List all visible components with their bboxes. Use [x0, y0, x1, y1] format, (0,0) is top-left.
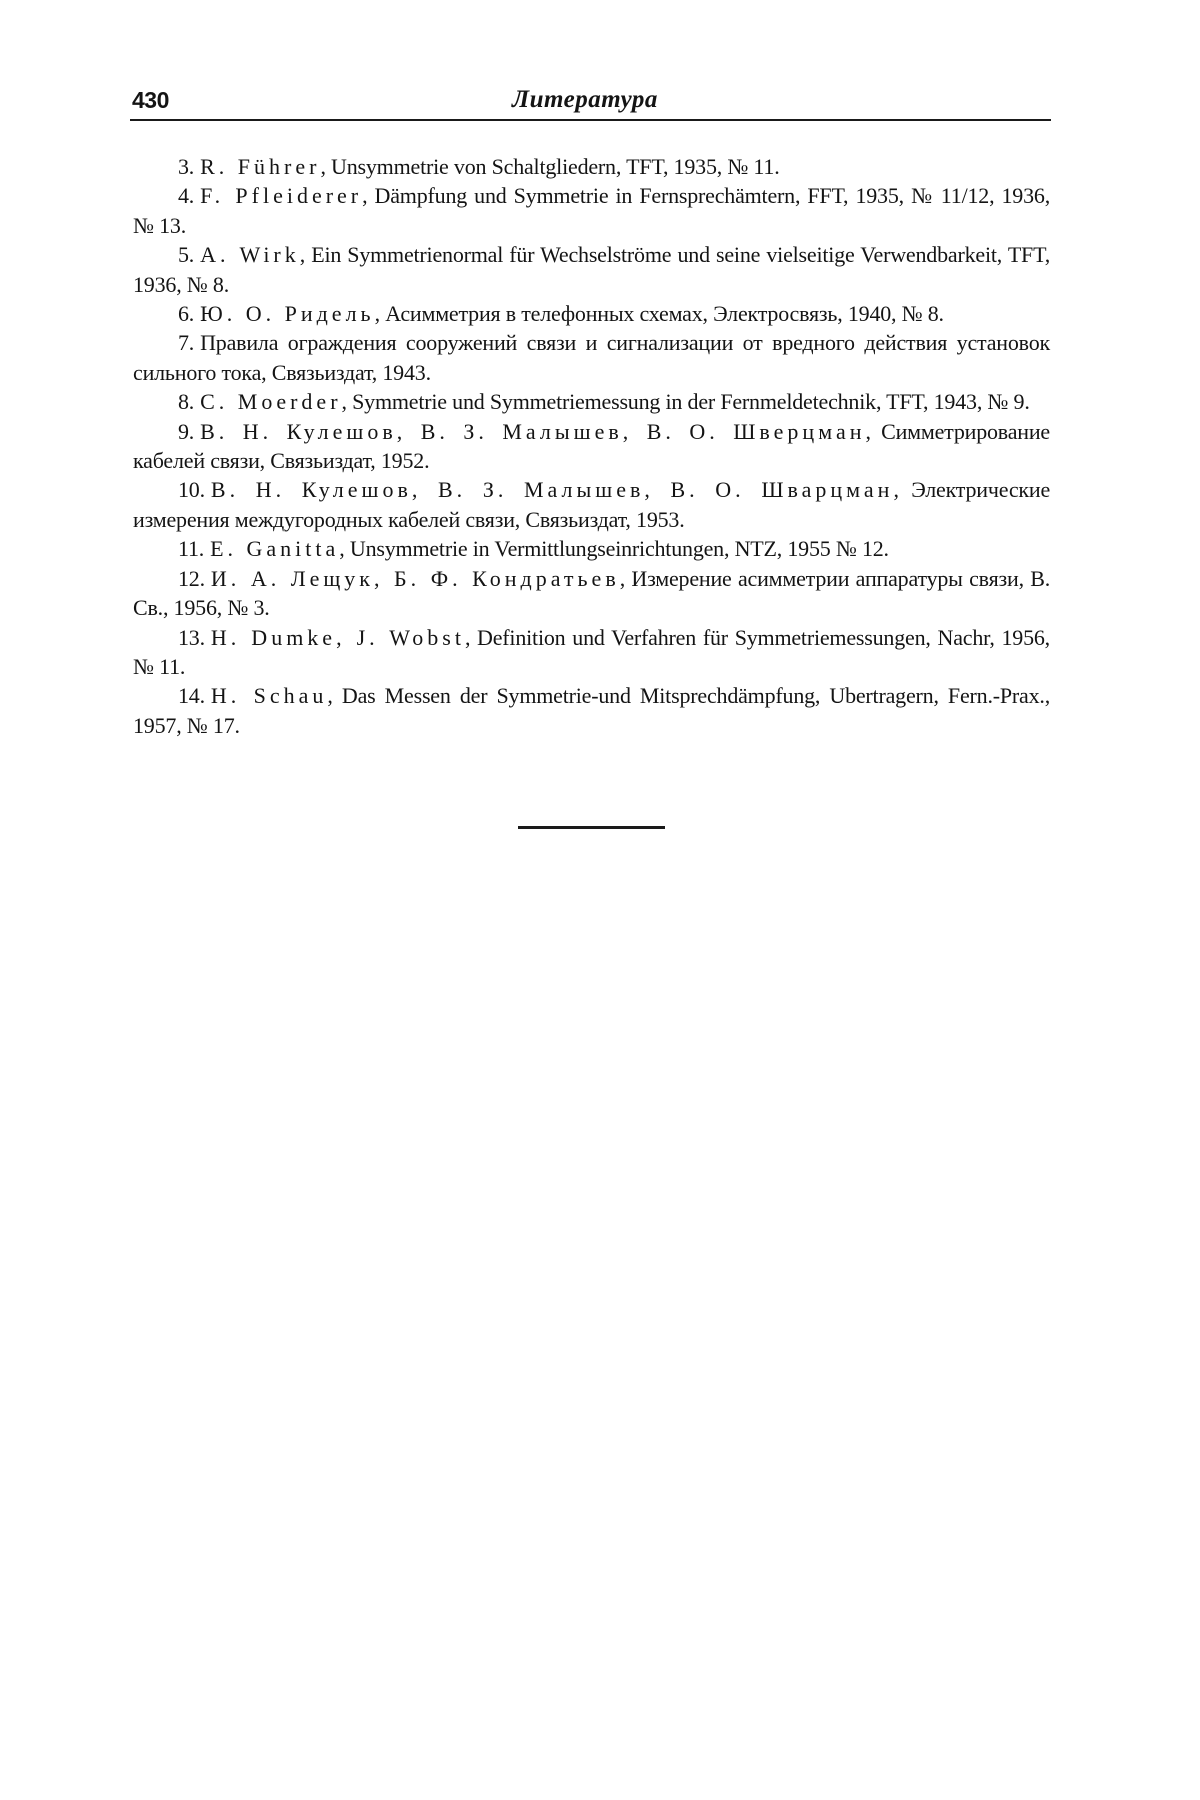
reference-item: 10. В. Н. Кулешов, В. З. Малышев, В. О. Шварцман, Электрические измерения междугородных кабелей связи, Связьиздат, 1953. [133, 477, 1051, 532]
reference-text: , Definition und Verfahren für Symmetriemessungen, Nachr, 1956, № 11. [133, 624, 1050, 679]
reference-item: 6. Ю. О. Ридель, Асимметрия в телефонных схемах, Электросвязь, 1940, № 8. [178, 301, 944, 327]
reference-item: 4. F. Pfleiderer, Dämpfung und Symmetrie in Fernsprechämtern, FFT, 1935, № 11/12, 1936, № 13. [133, 183, 1050, 238]
reference-text: , Ein Symmetrienormal für Wechselströme und seine vielseitige Verwendbarkeit, TFT, 1936, № 8. [133, 242, 1051, 297]
reference-item: 11. E. Ganitta, Unsymmetrie in Vermittlungseinrichtungen, NTZ, 1955 № 12. [178, 536, 889, 562]
end-ornament-rule [518, 826, 665, 829]
reference-item: 5. A. Wirk, Ein Symmetrienormal für Wechselströme und seine vielseitige Verwendbarkeit, TFT, 1936, № 8. [133, 242, 1051, 297]
reference-item: 3. R. Führer, Unsymmetrie von Schaltgliedern, TFT, 1935, № 11. [178, 154, 780, 179]
reference-text: , Symmetrie und Symmetriemessung in der Fernmeldetechnik, TFT, 1943, № 9. [341, 389, 1030, 415]
reference-text: , Электрические измерения междугородных кабелей связи, Связьиздат, 1953. [133, 477, 1051, 532]
reference-item: 7. Правила ограждения сооружений связи и сигнализации от вредного действия установок сильного тока, Связьиздат, 1943. [133, 330, 1050, 385]
reference-text: , Асимметрия в телефонных схемах, Электросвязь, 1940, № 8. [374, 301, 944, 327]
reference-author: E. Ganitta [210, 536, 340, 562]
reference-author: R. Führer [200, 154, 321, 179]
header-rule [130, 119, 1051, 121]
reference-text: , Измерение асимметрии аппаратуры связи, В. Св., 1956, № 3. [133, 565, 1050, 621]
reference-item: 14. H. Schau, Das Messen der Symmetrie-und Mitsprechdämpfung, Ubertragern, Fern.-Prax., 1957, № 17. [133, 683, 1050, 738]
reference-list [133, 152, 1050, 740]
reference-author: H. Schau [210, 683, 328, 709]
reference-item: 9. В. Н. Кулешов, В. З. Малышев, В. О. Шверцман, Симметрирование кабелей связи, Связьиздат, 1952. [133, 418, 1050, 474]
running-title: Литература [512, 86, 658, 113]
reference-item: 12. И. А. Лещук, Б. Ф. Кондратьев, Измерение асимметрии аппаратуры связи, В. Св., 1956, № 3. [133, 565, 1050, 621]
reference-author: F. Pfleiderer [200, 183, 363, 209]
reference-author: Ю. О. Ридель [200, 301, 375, 327]
reference-item: 13. H. Dumke, J. Wobst, Definition und Verfahren für Symmetriemessungen, Nachr, 1956, № 11. [133, 624, 1050, 679]
reference-text: , Das Messen der Symmetrie-und Mitsprechdämpfung, Ubertragern, Fern.-Prax., 1957, № 17. [133, 683, 1050, 738]
reference-text: Правила ограждения сооружений связи и сигнализации от вредного действия установок сильного тока, Связьиздат, 1943. [133, 330, 1050, 385]
page-header [132, 86, 1050, 118]
reference-author: В. Н. Кулешов, В. З. Малышев, В. О. Шварцман [210, 477, 894, 503]
reference-author: И. А. Лещук, Б. Ф. Кондратьев [210, 565, 620, 591]
reference-author: H. Dumke, J. Wobst [210, 624, 465, 650]
reference-text: , Dämpfung und Symmetrie in Fernsprechämtern, FFT, 1935, № 11/12, 1936, № 13. [133, 183, 1050, 238]
reference-item: 8. C. Moerder, Symmetrie und Symmetriemessung in der Fernmeldetechnik, TFT, 1943, № 9. [178, 389, 1030, 415]
reference-text: , Симметрирование кабелей связи, Связьиздат, 1952. [133, 418, 1050, 474]
reference-author: A. Wirk [200, 242, 300, 268]
reference-author: C. Moerder [200, 389, 342, 415]
reference-text: , Unsymmetrie in Vermittlungseinrichtungen, NTZ, 1955 № 12. [339, 536, 889, 562]
page-number: 430 [132, 87, 169, 113]
reference-author: В. Н. Кулешов, В. З. Малышев, В. О. Шверцман [200, 418, 866, 444]
reference-text: , Unsymmetrie von Schaltgliedern, TFT, 1935, № 11. [320, 154, 780, 179]
